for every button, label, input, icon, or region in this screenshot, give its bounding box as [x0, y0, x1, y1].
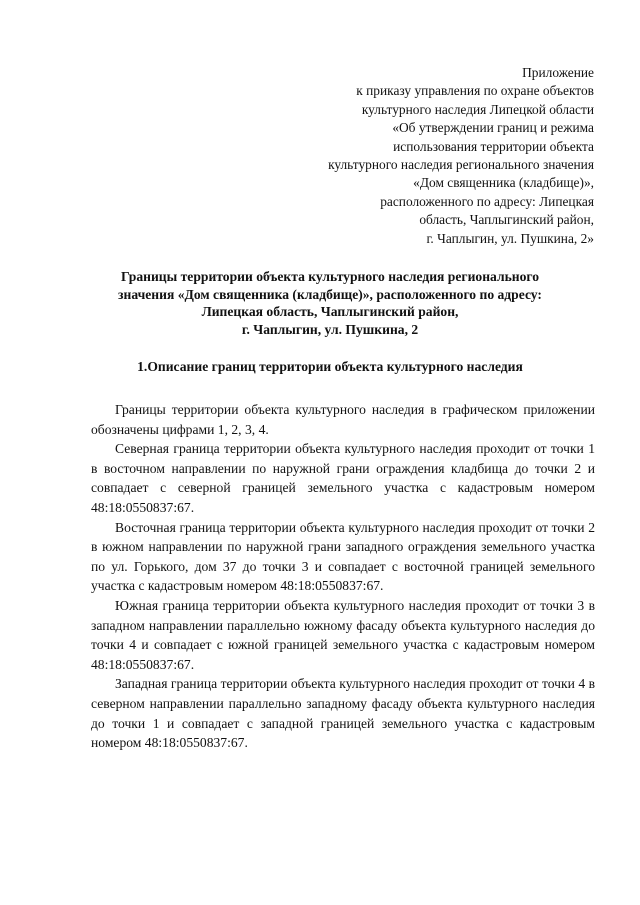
- appendix-line: «Об утверждении границ и режима: [392, 120, 594, 136]
- appendix-line: использования территории объекта: [393, 138, 594, 154]
- paragraph-south-boundary: Южная граница территории объекта культурного наследия проходит от точки 3 в западном направлении параллельно южному фасаду объекта культурного наследия до точки 4 и совпадает с южной границей земельного участка с кадастровым номером 48:18:0550837:67.: [91, 597, 595, 672]
- paragraph-west-boundary: Западная граница территории объекта культурного наследия проходит от точки 4 в северном направлении параллельно западному фасаду объекта культурного наследия до точки 1 и совпадает с западной границей земельного участка с кадастровым номером 48:18:0550837:67.: [91, 676, 595, 751]
- section-heading: 1.Описание границ территории объекта культурного наследия: [137, 359, 523, 374]
- appendix-line: «Дом священника (кладбище)»,: [413, 175, 594, 191]
- appendix-line: область, Чаплыгинский район,: [419, 212, 594, 228]
- document-body: [91, 400, 595, 753]
- title-line: Границы территории объекта культурного наследия регионального: [120, 269, 540, 284]
- appendix-line: культурного наследия Липецкой области: [361, 101, 594, 117]
- paragraph-north-boundary: Северная граница территории объекта культурного наследия проходит от точки 1 в восточном направлении по наружной грани ограждения кладбища до точки 2 и совпадает с северной границей земельного участка с кадастровым номером 48:18:0550837:67.: [91, 441, 595, 515]
- title-line: г. Чаплыгин, ул. Пушкина, 2: [241, 321, 419, 337]
- title-line: Липецкая область, Чаплыгинский район,: [201, 304, 459, 320]
- appendix-header: [214, 64, 594, 248]
- appendix-line: Приложение: [522, 65, 594, 80]
- paragraph-east-boundary: Восточная граница территории объекта культурного наследия проходит от точки 2 в южном направлении по наружной грани западного ограждения земельного участка по ул. Горького, дом 37 до точки 3 и совпадает с восточной границей земельного участка с кадастровым номером 48:18:0550837:67.: [91, 519, 595, 594]
- appendix-line: культурного наследия регионального значения: [328, 157, 594, 173]
- paragraph-overview: Границы территории объекта культурного наследия в графическом приложении обозначены цифрами 1, 2, 3, 4.: [91, 402, 595, 437]
- appendix-line: расположенного по адресу: Липецкая: [380, 193, 594, 209]
- title-line: значения «Дом священника (кладбище)», расположенного по адресу:: [118, 286, 542, 302]
- document-title: [60, 268, 600, 338]
- appendix-line: г. Чаплыгин, ул. Пушкина, 2»: [426, 230, 594, 246]
- appendix-line: к приказу управления по охране объектов: [356, 83, 594, 99]
